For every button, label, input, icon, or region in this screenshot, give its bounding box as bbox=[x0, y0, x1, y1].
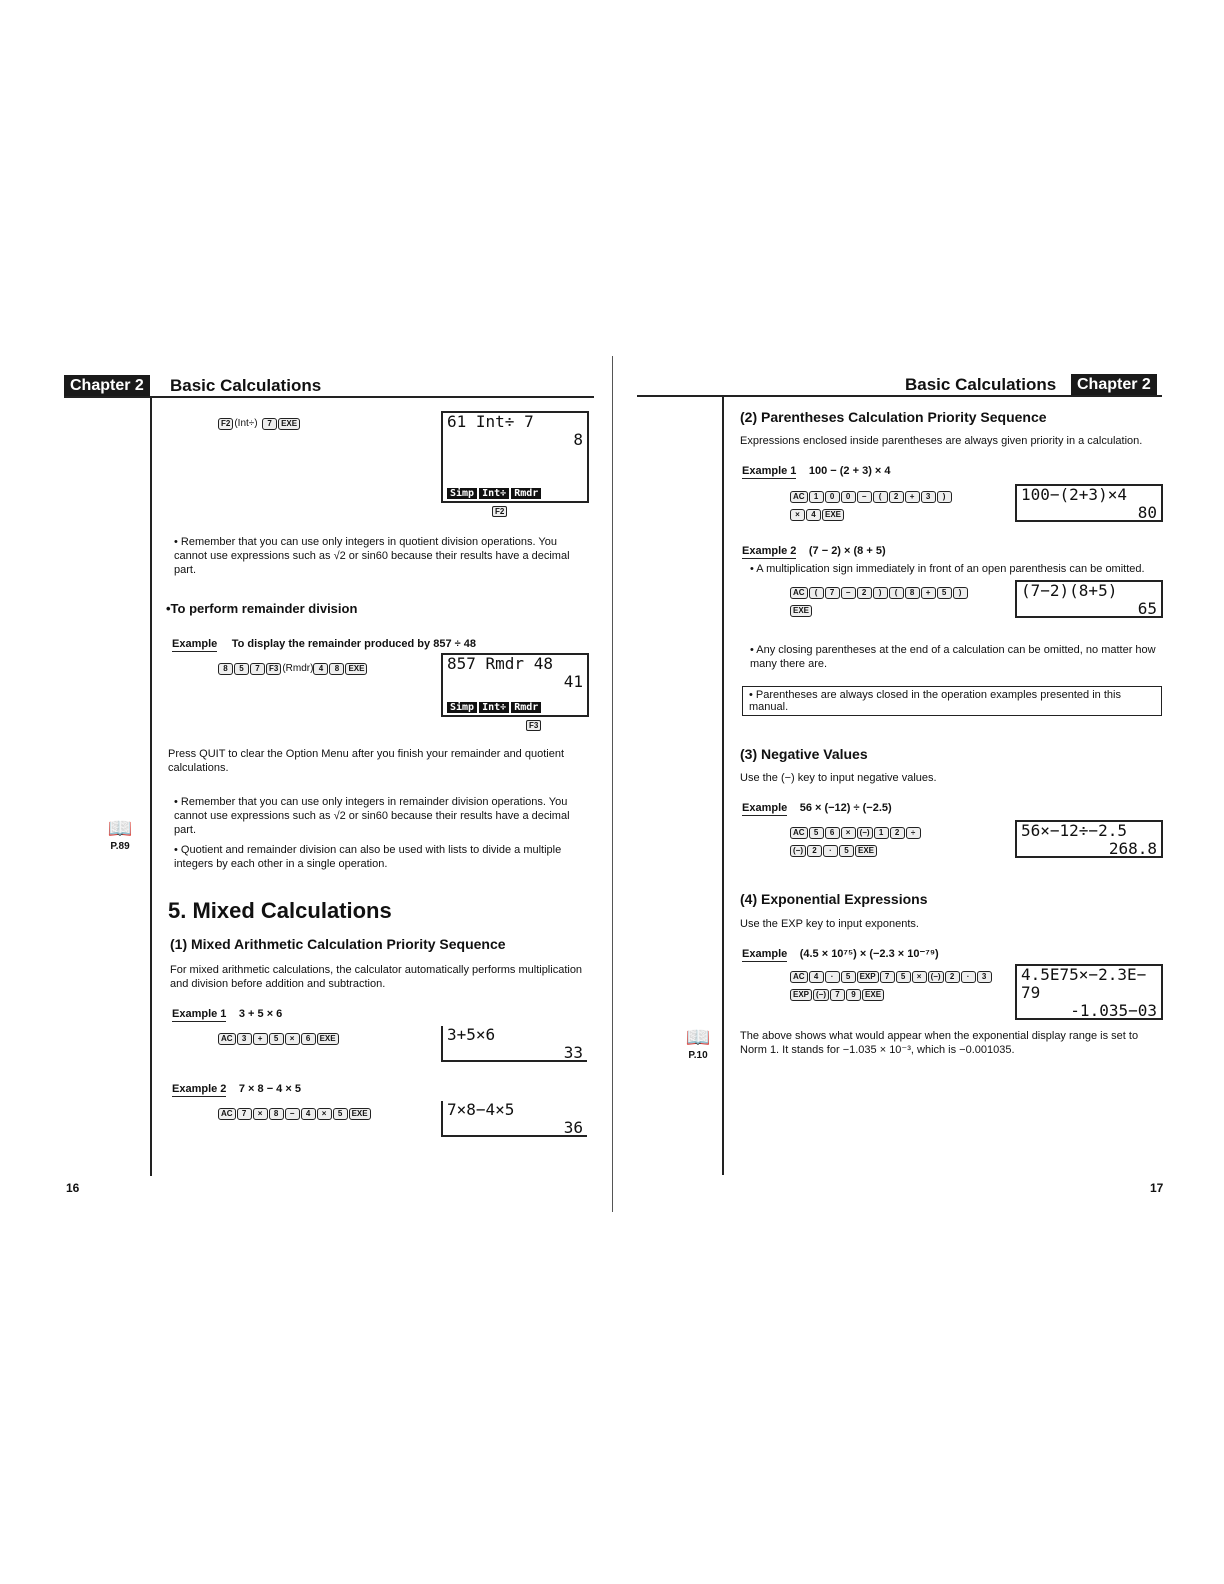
book-icon: 📖 bbox=[107, 818, 133, 840]
right-example-2: Example 2 (7 − 2) × (8 + 5) bbox=[742, 545, 886, 557]
right-example-4-screen: 4.5E75×−2.3E− 79 -1.035−03 bbox=[1015, 964, 1163, 1020]
subsection-2-text: Expressions enclosed inside parentheses are always given priority in a calculation. bbox=[740, 435, 1143, 447]
margin-line-left bbox=[150, 396, 152, 1176]
chapter-tag-left: Chapter 2 bbox=[64, 375, 150, 397]
left-example-1-screen: 3+5×6 33 bbox=[441, 1026, 587, 1062]
right-example-4-keys: AC 4 · 5 EXP 7 5 × (−) 2 · 3 EXP (−) 7 9 EXE bbox=[790, 966, 1005, 1002]
fkey-f2-label: F2 bbox=[492, 506, 507, 517]
screen-intdiv: 61 Int÷ 7 8 Simp Int÷ Rmdr bbox=[441, 411, 589, 503]
page-number-right: 17 bbox=[1150, 1181, 1164, 1195]
right-example-4: Example (4.5 × 10⁷⁵) × (−2.3 × 10⁻⁷⁹) bbox=[742, 948, 939, 960]
reference-p89: 📖 P.89 bbox=[98, 816, 142, 852]
exponent-display-note: The above shows what would appear when the exponential display range is set to Norm 1. It stands for −1.035 × 10⁻³, which is −0.001035. bbox=[740, 1030, 1139, 1056]
right-example-2-keys: AC ( 7 − 2 ) ( 8 + 5 ) EXE bbox=[790, 582, 1000, 618]
subsection-1-title: (1) Mixed Arithmetic Calculation Priority Sequence bbox=[170, 936, 506, 952]
page-number-left: 16 bbox=[66, 1181, 80, 1195]
page-gutter bbox=[612, 356, 613, 1212]
remainder-example: Example To display the remainder produced by 857 ÷ 48 bbox=[172, 638, 476, 650]
parentheses-note-box: • Parentheses are always closed in the operation examples presented in this manual. bbox=[742, 686, 1162, 716]
header-rule-left bbox=[64, 396, 594, 398]
left-example-1-keys: AC 3 + 5 × 6 EXE bbox=[218, 1028, 340, 1046]
subsection-4-title: (4) Exponential Expressions bbox=[740, 891, 928, 907]
left-example-2: Example 2 7 × 8 − 4 × 5 bbox=[172, 1083, 301, 1095]
left-example-2-screen: 7×8−4×5 36 bbox=[441, 1101, 587, 1137]
press-quit-note: Press QUIT to clear the Option Menu after you finish your remainder and quotient calculations. bbox=[168, 748, 564, 774]
bullet-lists-division: • Quotient and remainder division can also be used with lists to divide a multiple integers by each other in a single operation. bbox=[174, 844, 562, 870]
reference-p10: 📖 P.10 bbox=[676, 1025, 720, 1061]
bullet-integers-quotient: • Remember that you can use only integers in quotient division operations. You cannot use expressions such as √2 or sin60 because their results have a decimal part. bbox=[174, 536, 570, 576]
right-example-2-screen: (7−2)(8+5) 65 bbox=[1015, 580, 1163, 618]
bullet-integers-remainder: • Remember that you can use only integers in remainder division operations. You cannot use expressions such as √2 or sin60 because their results have a decimal part. bbox=[174, 796, 570, 836]
subsection-4-text: Use the EXP key to input exponents. bbox=[740, 918, 919, 930]
section-title-mixed: 5. Mixed Calculations bbox=[168, 898, 392, 923]
left-example-1: Example 1 3 + 5 × 6 bbox=[172, 1008, 283, 1020]
subsection-3-title: (3) Negative Values bbox=[740, 746, 868, 762]
remainder-keys: 8 5 7 F3 (Rmdr) 4 8 EXE bbox=[218, 658, 368, 676]
subsection-3-text: Use the (−) key to input negative values. bbox=[740, 772, 937, 784]
right-example-3-screen: 56×−12÷−2.5 268.8 bbox=[1015, 820, 1163, 858]
right-example-1-keys: AC 1 0 0 − ( 2 + 3 ) × 4 EXE bbox=[790, 486, 990, 522]
chapter-tag-right: Chapter 2 bbox=[1071, 374, 1157, 396]
right-example-3: Example 56 × (−12) ÷ (−2.5) bbox=[742, 802, 892, 814]
subsection-2-title: (2) Parentheses Calculation Priority Sequence bbox=[740, 409, 1047, 425]
bullet-mult-sign: • A multiplication sign immediately in front of an open parenthesis can be omitted. bbox=[750, 563, 1145, 575]
book-icon: 📖 bbox=[685, 1027, 711, 1049]
page-header-right: Basic Calculations bbox=[905, 375, 1057, 394]
right-example-3-keys: AC 5 6 × (−) 1 2 ÷ (−) 2 · 5 EXE bbox=[790, 822, 1000, 858]
right-example-1-screen: 100−(2+3)×4 80 bbox=[1015, 484, 1163, 522]
subsection-1-text: For mixed arithmetic calculations, the calculator automatically performs multiplication and division before addition and subtraction. bbox=[170, 964, 583, 990]
intdiv-keys: F2 (Int÷) 7 EXE bbox=[218, 413, 301, 431]
header-rule-right bbox=[637, 395, 1162, 397]
fkey-f3-label: F3 bbox=[526, 720, 541, 731]
left-example-2-keys: AC 7 × 8 − 4 × 5 EXE bbox=[218, 1103, 372, 1121]
remainder-heading: •To perform remainder division bbox=[166, 601, 358, 616]
page-header-left: Basic Calculations bbox=[170, 376, 322, 395]
right-example-1: Example 1 100 − (2 + 3) × 4 bbox=[742, 465, 891, 477]
margin-line-right bbox=[722, 395, 724, 1175]
bullet-closing-parens: • Any closing parentheses at the end of a calculation can be omitted, no matter how many there are. bbox=[750, 644, 1156, 670]
screen-remainder: 857 Rmdr 48 41 Simp Int÷ Rmdr bbox=[441, 653, 589, 717]
